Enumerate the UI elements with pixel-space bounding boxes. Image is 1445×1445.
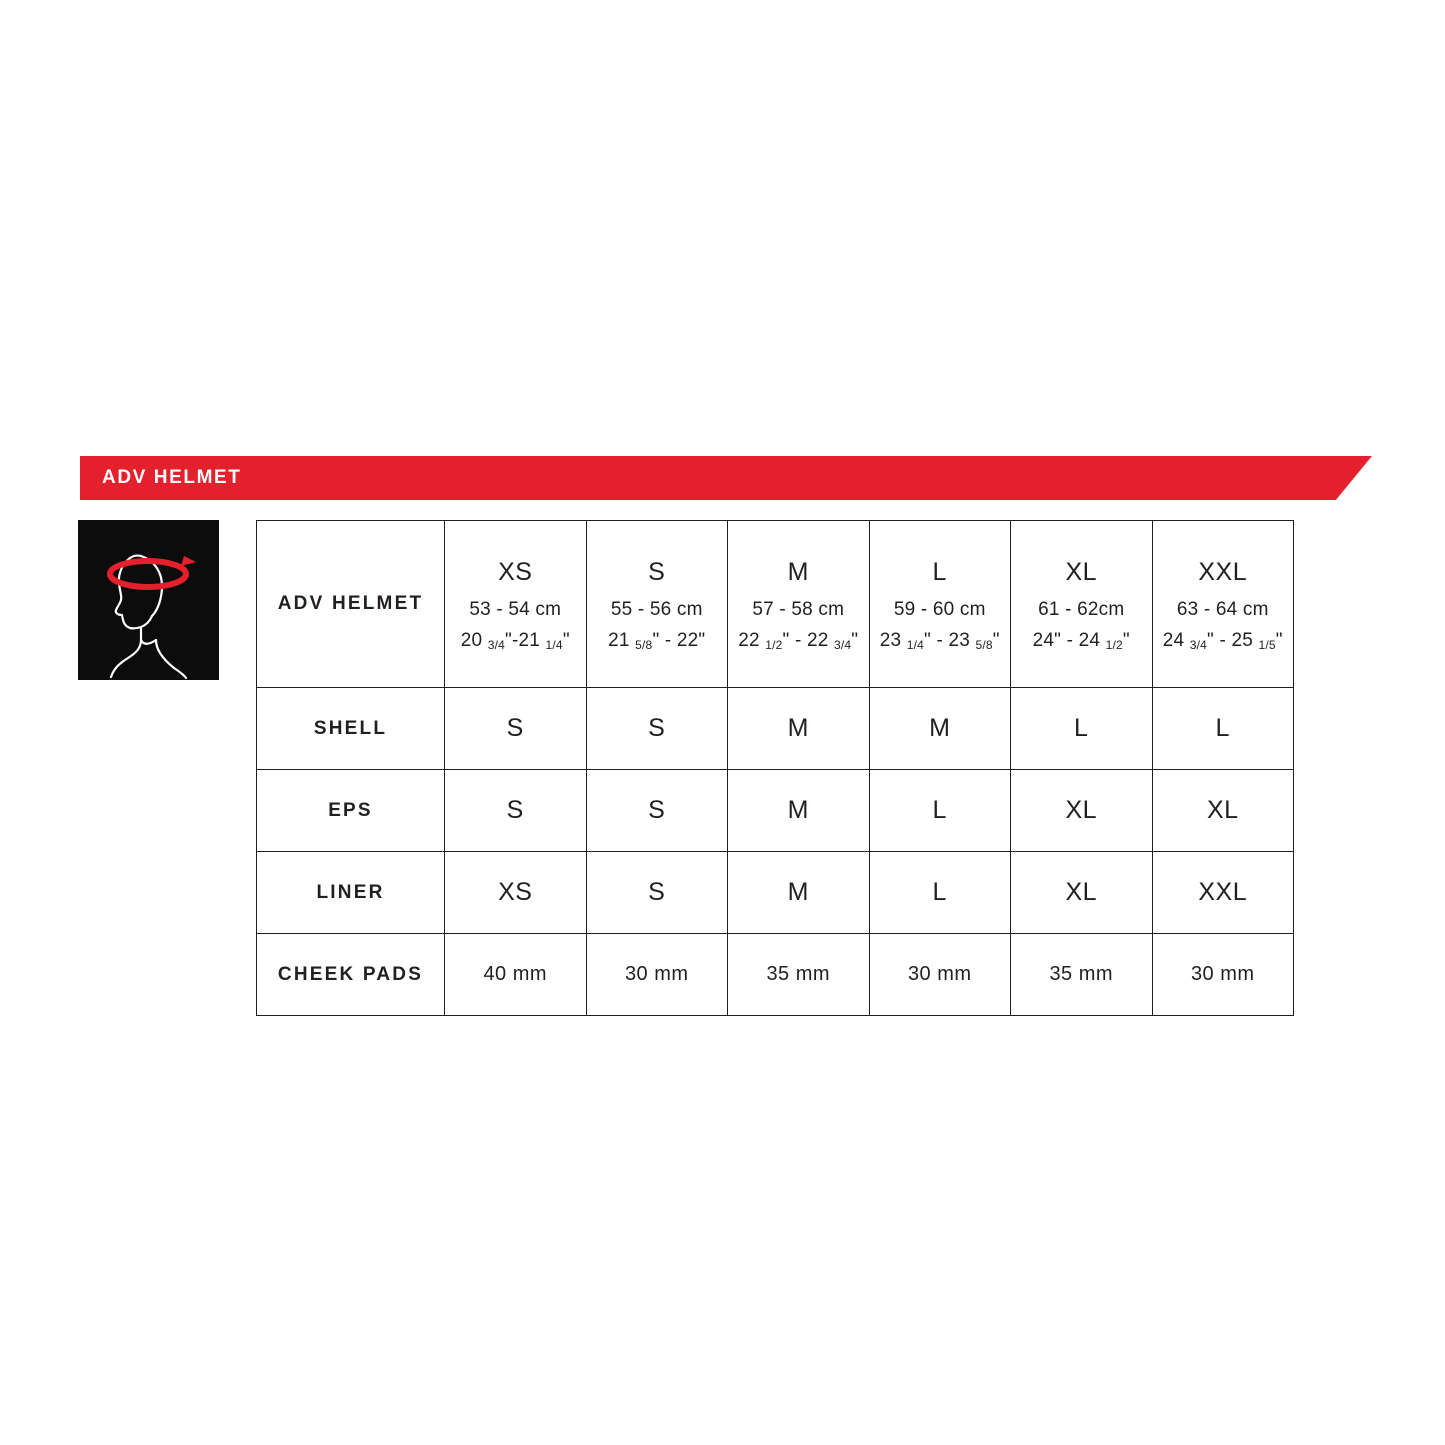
size-cm: 55 - 56 cm [610, 599, 703, 621]
cell-cheek-pads-m: 35 mm [728, 934, 870, 1016]
cell-cheek-pads-l: 30 mm [869, 934, 1011, 1016]
size-header-xl [1011, 521, 1153, 688]
cell-eps-s: S [586, 770, 728, 852]
size-header-xxl [1152, 521, 1294, 688]
size-inch: 24 3/4" - 25 1/5" [1162, 629, 1283, 652]
head-measure-icon-tile [78, 520, 219, 680]
cell-liner-s: S [586, 852, 728, 934]
cell-cheek-pads-xxl: 30 mm [1152, 934, 1294, 1016]
table-row [257, 688, 1294, 770]
size-cm: 57 - 58 cm [752, 599, 845, 621]
cell-shell-xl: L [1011, 688, 1153, 770]
cell-shell-m: M [728, 688, 870, 770]
table-row [257, 521, 1294, 688]
size-label: XS [498, 557, 533, 586]
cell-eps-xs: S [445, 770, 587, 852]
cell-eps-xl: XL [1011, 770, 1153, 852]
size-header-l [869, 521, 1011, 688]
size-inch: 22 1/2" - 22 3/4" [738, 629, 859, 652]
size-label: S [648, 557, 666, 586]
row-label-adv-helmet: ADV HELMET [257, 521, 445, 688]
cell-liner-xxl: XXL [1152, 852, 1294, 934]
size-chart-table [256, 520, 1294, 1016]
size-header-xs [445, 521, 587, 688]
size-inch: 21 5/8" - 22" [608, 629, 706, 652]
size-label: L [932, 557, 947, 586]
table-row [257, 770, 1294, 852]
row-label-shell: SHELL [257, 688, 445, 770]
size-header-s [586, 521, 728, 688]
cell-liner-xl: XL [1011, 852, 1153, 934]
size-cm: 61 - 62cm [1038, 599, 1125, 621]
cell-shell-l: M [869, 688, 1011, 770]
cell-liner-m: M [728, 852, 870, 934]
size-label: M [787, 557, 809, 586]
size-inch: 23 1/4" - 23 5/8" [879, 629, 1000, 652]
row-label-liner: LINER [257, 852, 445, 934]
size-label: XXL [1198, 557, 1248, 586]
cell-cheek-pads-s: 30 mm [586, 934, 728, 1016]
cell-liner-xs: XS [445, 852, 587, 934]
cell-cheek-pads-xs: 40 mm [445, 934, 587, 1016]
row-label-eps: EPS [257, 770, 445, 852]
size-cm: 59 - 60 cm [893, 599, 986, 621]
size-inch: 24" - 24 1/2" [1032, 629, 1130, 652]
size-label: XL [1065, 557, 1098, 586]
row-label-cheek-pads: CHEEK PADS [257, 934, 445, 1016]
head-measure-icon [78, 520, 219, 680]
size-header-m [728, 521, 870, 688]
cell-eps-m: M [728, 770, 870, 852]
table-row [257, 852, 1294, 934]
size-inch: 20 3/4"-21 1/4" [460, 629, 570, 652]
size-cm: 63 - 64 cm [1176, 599, 1269, 621]
banner [80, 456, 1372, 500]
banner-shape [80, 456, 1372, 500]
size-cm: 53 - 54 cm [469, 599, 562, 621]
table-row [257, 934, 1294, 1016]
cell-eps-xxl: XL [1152, 770, 1294, 852]
page-title: ADV HELMET [102, 467, 242, 488]
cell-cheek-pads-xl: 35 mm [1011, 934, 1153, 1016]
cell-eps-l: L [869, 770, 1011, 852]
cell-shell-xxl: L [1152, 688, 1294, 770]
cell-shell-xs: S [445, 688, 587, 770]
cell-shell-s: S [586, 688, 728, 770]
cell-liner-l: L [869, 852, 1011, 934]
